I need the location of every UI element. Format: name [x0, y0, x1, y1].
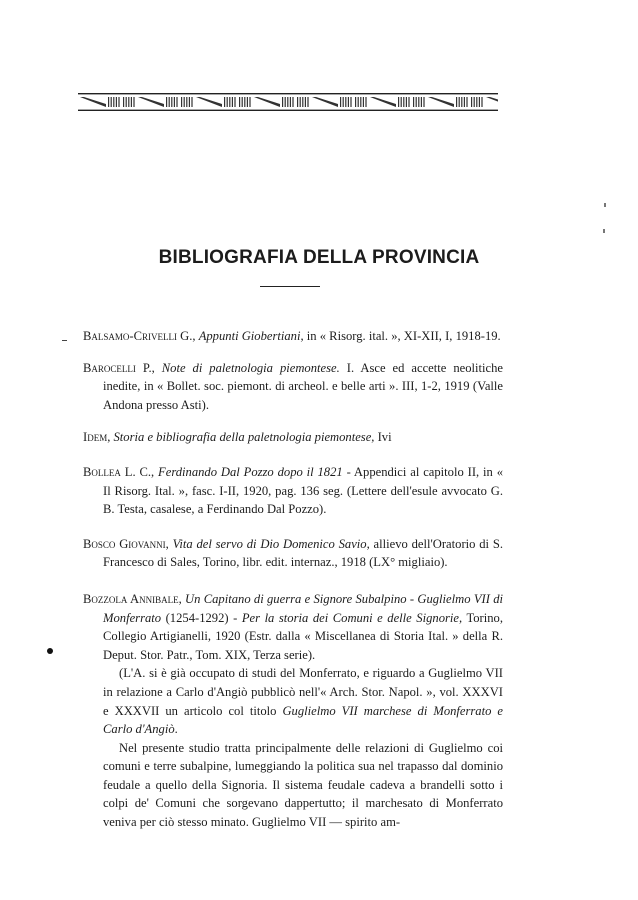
entry-title: Appunti Giobertiani, — [198, 329, 304, 343]
entry-note-paragraph: (L'A. si è già occupato di studi del Monferrato, e riguardo a Guglielmo VII in relazione a Carlo d'Angiò pubblicò nell'« Arch. Stor. Napol. », vol. XXXVI e XXXVII un articolo col titolo Guglielmo VII marchese di Monferrato e Carlo d'Angiò. — [103, 666, 503, 737]
bibliography-entry — [83, 327, 503, 346]
bibliography-entry — [83, 463, 503, 519]
margin-speck — [603, 229, 605, 233]
entry-title: Vita del servo di Dio Domenico Savio, — [172, 536, 370, 551]
bibliography-list — [83, 327, 503, 832]
entry-note-title: Guglielmo VII marchese di Monferrato e Carlo d'Angiò — [103, 703, 503, 737]
entry-details: Torino, Collegio Artigianelli, 1920 (Estr. dalla « Miscellanea di Storia Ital. » della R. Deput. Stor. Patr., Tom. XIX, Terza serie). — [103, 610, 503, 662]
entry-details: in « Risorg. ital. », XI-XII, I, 1918-19. — [303, 329, 501, 343]
margin-speck — [604, 203, 606, 207]
page-title: BIBLIOGRAFIA DELLA PROVINCIA — [158, 247, 480, 268]
title-underline — [260, 286, 320, 287]
entry-details: I. Asce ed accette neolitiche inedite, in « Bollet. soc. piemont. di archeol. e belle arti ». III, 1-2, 1919 (Valle Andona presso Asti). — [103, 360, 503, 412]
bibliography-entry — [83, 428, 503, 447]
entry-details: - Appendici al capitolo II, in « Il Risorg. Ital. », fasc. I-II, 1920, pag. 136 seg. (Lettere dell'esule avvocato G. B. Testa, casalese, a Ferdinando Dal Pozzo). — [103, 464, 503, 517]
margin-tick — [62, 340, 67, 341]
entry-title: Un Capitano di guerra e Signore Subalpino - Guglielmo VII di Monferrato — [103, 591, 503, 625]
entry-title: Storia e bibliografia della paletnologia piemontese, — [113, 430, 375, 445]
entry-author: Idem, — [83, 430, 111, 445]
bibliography-entry — [83, 590, 503, 664]
entry-details: (1254-1292) - — [161, 610, 242, 625]
bibliography-entry — [83, 535, 503, 572]
entry-details: Ivi — [374, 430, 392, 445]
entry-note-paragraph: Nel presente studio tratta principalmente delle relazioni di Guglielmo coi comuni e terre subalpine, lumeggiando la politica sua nel trapasso dal dominio feudale a quello della Signoria. Il sistema feudale cadeva a brandelli sotto i colpi de' Comuni che sorgevano dappertutto; il marchesato di Monferrato veniva per ciò stesso minato. Guglielmo VII — spirito am- — [103, 740, 503, 830]
decorative-header-ornament — [78, 92, 498, 112]
entry-author: Balsamo-Crivelli G., — [83, 329, 196, 343]
margin-bullet — [47, 648, 53, 654]
entry-author: Bollea L. C., — [83, 464, 155, 479]
entry-details: allievo dell'Oratorio di S. Francesco di Sales, Torino, libr. edit. internaz., 1918 (LX° migliaio). — [103, 536, 503, 570]
entry-author: Barocelli P., — [83, 360, 155, 375]
entry-series-title: Per la storia dei Comuni e delle Signorie, — [241, 610, 463, 625]
entry-title: Note di paletnologia piemontese. — [161, 360, 340, 375]
entry-author: Bozzola Annibale, — [83, 591, 182, 606]
entry-title: Ferdinando Dal Pozzo dopo il 1821 — [158, 464, 343, 479]
entry-author: Bosco Giovanni, — [83, 536, 169, 551]
bibliography-entry — [83, 359, 503, 415]
